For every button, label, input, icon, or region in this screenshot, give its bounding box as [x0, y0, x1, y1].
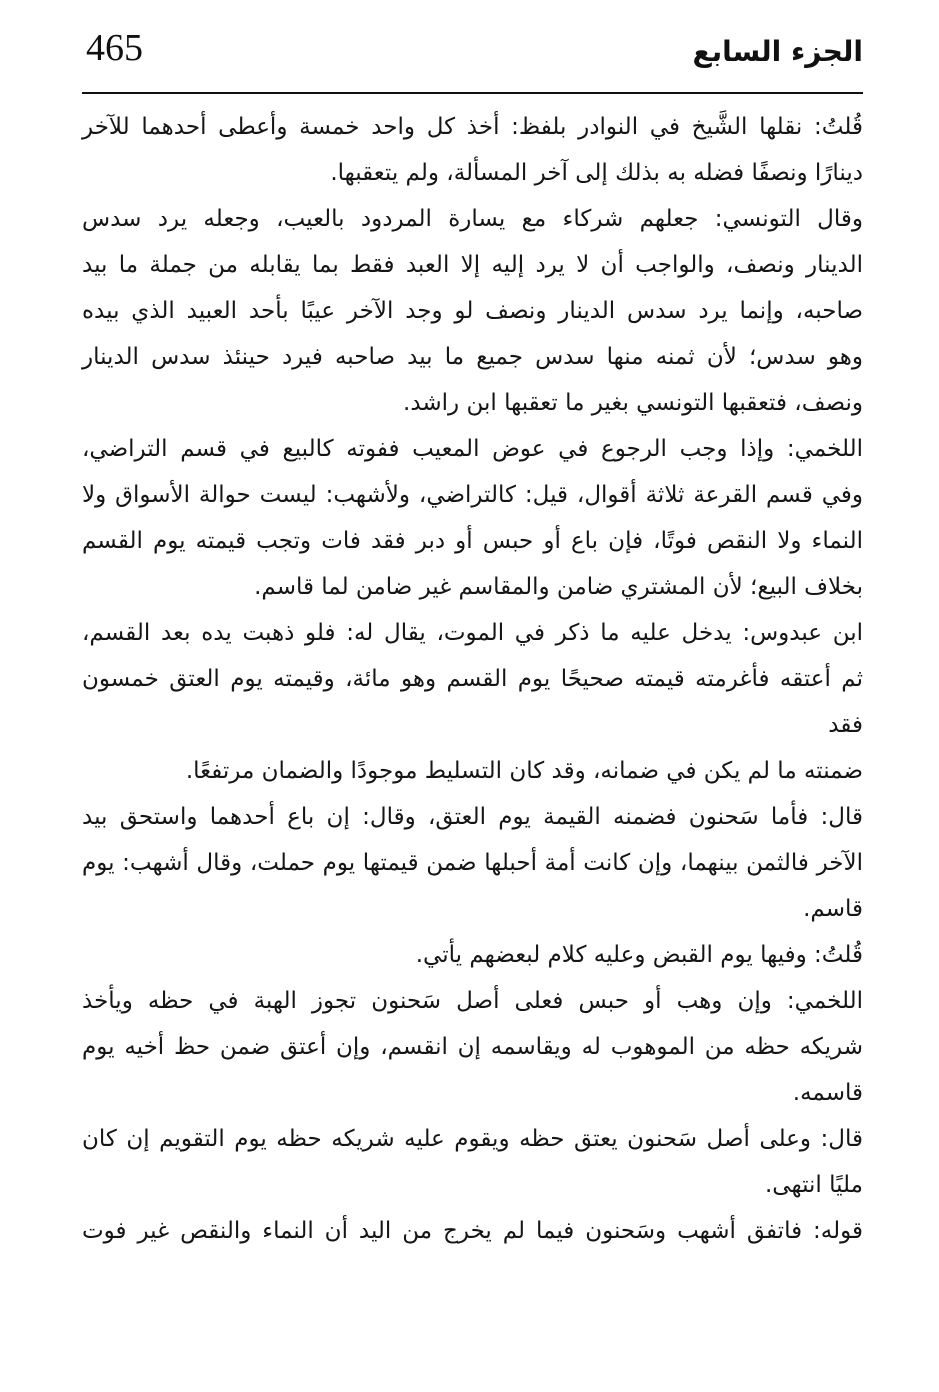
text-line: وقال التونسي: جعلهم شركاء مع يسارة المردود بالعيب، وجعله يرد سدس	[82, 206, 863, 232]
text-line: قُلتُ: وفيها يوم القبض وعليه كلام لبعضهم يأتي.	[415, 942, 863, 968]
page-number: 465	[86, 27, 143, 69]
text-line: ثم أعتقه فأغرمته قيمته صحيحًا يوم القسم وهو مائة، وقيمته يوم العتق خمسون فقد	[82, 666, 863, 738]
running-head: الجزء السابع	[692, 35, 863, 68]
text-line: مليًا انتهى.	[764, 1172, 863, 1198]
paragraph	[82, 978, 863, 1116]
page-header	[82, 20, 863, 94]
text-line: شريكه حظه من الموهوب له ويقاسمه إن انقسم، وإن أعتق ضمن حظ أخيه يوم	[82, 1034, 863, 1060]
paragraph	[82, 196, 863, 426]
text-line: قال: وعلى أصل سَحنون يعتق حظه ويقوم عليه شريكه حظه يوم التقويم إن كان	[82, 1126, 863, 1152]
paragraph	[82, 610, 863, 794]
text-line: قال: فأما سَحنون فضمنه القيمة يوم العتق، وقال: إن باع أحدهما واستحق بيد	[82, 804, 863, 830]
text-line: اللخمي: وإن وهب أو حبس فعلى أصل سَحنون تجوز الهبة في حظه ويأخذ	[82, 988, 863, 1014]
text-line: النماء ولا النقص فوتًا، فإن باع أو حبس أو دبر فقد فات وتجب قيمته يوم القسم	[82, 528, 863, 554]
paragraph	[82, 932, 863, 978]
body-text	[82, 104, 863, 1254]
text-line: ونصف، فتعقبها التونسي بغير ما تعقبها ابن راشد.	[403, 390, 863, 416]
text-line: صاحبه، وإنما يرد سدس الدينار ونصف لو وجد الآخر عيبًا بأحد العبيد الذي بيده	[82, 298, 863, 324]
text-line: وفي قسم القرعة ثلاثة أقوال، قيل: كالتراضي، ولأشهب: ليست حوالة الأسواق ولا	[82, 482, 863, 508]
text-line: الآخر فالثمن بينهما، وإن كانت أمة أحبلها ضمن قيمتها يوم حملت، وقال أشهب: يوم	[82, 850, 863, 876]
text-line: وهو سدس؛ لأن ثمنه منها سدس جميع ما بيد صاحبه فيرد حينئذ سدس الدينار	[82, 344, 863, 370]
paragraph	[82, 794, 863, 932]
text-line: قوله: فاتفق أشهب وسَحنون فيما لم يخرج من اليد أن النماء والنقص غير فوت	[82, 1218, 863, 1244]
paragraph	[82, 1116, 863, 1208]
text-line: بخلاف البيع؛ لأن المشتري ضامن والمقاسم غير ضامن لما قاسم.	[254, 574, 863, 600]
paragraph	[82, 104, 863, 196]
text-line: دينارًا ونصفًا فضله به بذلك إلى آخر المسألة، ولم يتعقبها.	[330, 160, 863, 186]
text-line: ضمنته ما لم يكن في ضمانه، وقد كان التسليط موجودًا والضمان مرتفعًا.	[185, 758, 863, 784]
text-line: قاسمه.	[792, 1080, 863, 1106]
text-line: قاسم.	[803, 896, 863, 922]
text-line: قُلتُ: نقلها الشَّيخ في النوادر بلفظ: أخذ كل واحد خمسة وأعطى أحدهما للآخر	[82, 114, 863, 140]
text-line: الدينار ونصف، والواجب أن لا يرد إليه إلا العبد فقط بما يقابله من جملة ما بيد	[82, 252, 863, 278]
paragraph	[82, 426, 863, 610]
text-line: ابن عبدوس: يدخل عليه ما ذكر في الموت، يقال له: فلو ذهبت يده بعد القسم،	[82, 620, 863, 646]
text-line: اللخمي: وإذا وجب الرجوع في عوض المعيب ففوته كالبيع في قسم التراضي،	[82, 436, 863, 462]
paragraph	[82, 1208, 863, 1254]
